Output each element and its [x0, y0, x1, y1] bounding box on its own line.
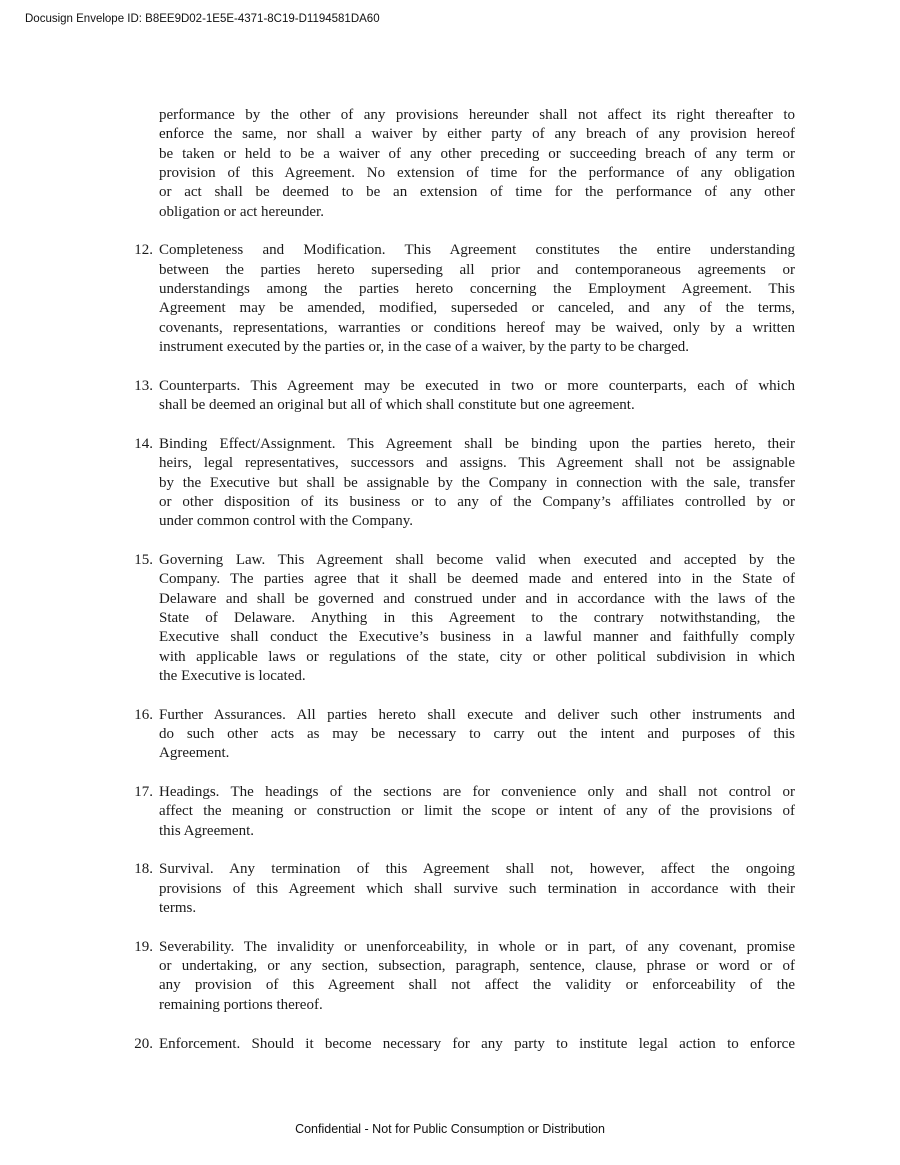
text-line: provisions of this Agreement which shall survive such termination in accordance with their [159, 880, 795, 897]
text-line: Headings. The headings of the sections are for convenience only and shall not control or [159, 784, 795, 801]
section-number: 17. [134, 784, 153, 801]
text-line: Enforcement. Should it become necessary for any party to institute legal action to enforce [159, 1035, 795, 1052]
document-body [120, 106, 795, 1073]
section-14 [120, 435, 795, 532]
text-line: shall be deemed an original but all of which shall constitute but one agreement. [159, 397, 635, 414]
text-line: instrument executed by the parties or, in the case of a waiver, by the party to be charged. [159, 339, 689, 356]
section-number: 18. [134, 861, 153, 878]
section-number: 12. [134, 242, 153, 259]
text-line: or undertaking, or any section, subsection, paragraph, sentence, clause, phrase or word or of [159, 958, 795, 975]
text-line: Binding Effect/Assignment. This Agreement shall be binding upon the parties hereto, their [159, 435, 795, 452]
section-20 [120, 1035, 795, 1054]
confidential-footer: Confidential - Not for Public Consumption or Distribution [295, 1122, 605, 1136]
text-line: enforce the same, nor shall a waiver by either party of any breach of any provision hereof [159, 126, 795, 143]
text-line: Delaware and shall be governed and construed under and in accordance with the laws of the [159, 590, 795, 607]
text-line: any provision of this Agreement shall not affect the validity or enforceability of the [159, 977, 795, 994]
section-15 [120, 551, 795, 686]
text-line: Agreement. [159, 745, 230, 762]
text-line: under common control with the Company. [159, 513, 413, 530]
text-line: remaining portions thereof. [159, 996, 323, 1013]
section-16 [120, 706, 795, 764]
text-line: covenants, representations, warranties or conditions hereof may be waived, only by a written [159, 319, 795, 336]
text-line: the Executive is located. [159, 667, 306, 684]
text-line: performance by the other of any provisions hereunder shall not affect its right thereafter to [159, 107, 795, 123]
text-line: or other disposition of its business or to any of the Company’s affiliates controlled by or [159, 493, 795, 510]
text-line: or act shall be deemed to be an extension of time for the performance of any other [159, 184, 795, 201]
text-line: Governing Law. This Agreement shall become valid when executed and accepted by the [159, 551, 795, 568]
text-line: between the parties hereto superseding all prior and contemporaneous agreements or [159, 261, 795, 278]
text-line: Completeness and Modification. This Agreement constitutes the entire understanding [159, 242, 795, 259]
section-17 [120, 783, 795, 841]
docusign-envelope-id: Docusign Envelope ID: B8EE9D02-1E5E-4371-8C19-D1194581DA60 [25, 13, 380, 25]
text-line: obligation or act hereunder. [159, 203, 324, 220]
section-number: 19. [134, 938, 153, 955]
section-number: 16. [134, 706, 153, 723]
section-number: 20. [134, 1035, 153, 1052]
section-19 [120, 938, 795, 1015]
text-line: this Agreement. [159, 822, 254, 839]
text-line: provision of this Agreement. No extension of time for the performance of any obligation [159, 165, 795, 182]
text-line: Counterparts. This Agreement may be executed in two or more counterparts, each of which [159, 377, 795, 394]
text-line: Severability. The invalidity or unenforceability, in whole or in part, of any covenant, promise [159, 938, 795, 955]
text-line: heirs, legal representatives, successors and assigns. This Agreement shall not be assignable [159, 455, 795, 472]
text-line: State of Delaware. Anything in this Agreement to the contrary notwithstanding, the [159, 609, 795, 626]
text-line: do such other acts as may be necessary to carry out the intent and purposes of this [159, 726, 795, 742]
section-number: 13. [134, 377, 153, 394]
text-line: with applicable laws or regulations of the state, city or other political subdivision in which [159, 648, 795, 665]
text-line: Survival. Any termination of this Agreement shall not, however, affect the ongoing [159, 861, 795, 878]
text-line: Further Assurances. All parties hereto shall execute and deliver such other instruments and [159, 706, 795, 723]
section-13 [120, 377, 795, 416]
text-line: Company. The parties agree that it shall be deemed made and entered into in the State of [159, 571, 795, 588]
text-line: be taken or held to be a waiver of any other preceding or succeeding breach of any term or [159, 145, 795, 162]
text-line: Agreement may be amended, modified, superseded or canceled, and any of the terms, [159, 300, 795, 317]
section-18 [120, 860, 795, 918]
section-number: 15. [134, 551, 153, 568]
text-line: Executive shall conduct the Executive’s business in a lawful manner and faithfully comply [159, 629, 795, 646]
text-line: by the Executive but shall be assignable by the Company in connection with the sale, transfer [159, 474, 795, 491]
section-continuation [120, 106, 795, 222]
text-line: terms. [159, 900, 197, 917]
text-line: affect the meaning or construction or limit the scope or intent of any of the provisions of [159, 803, 795, 820]
section-12 [120, 241, 795, 357]
section-number: 14. [134, 435, 153, 452]
text-line: understandings among the parties hereto concerning the Employment Agreement. This [159, 281, 795, 298]
